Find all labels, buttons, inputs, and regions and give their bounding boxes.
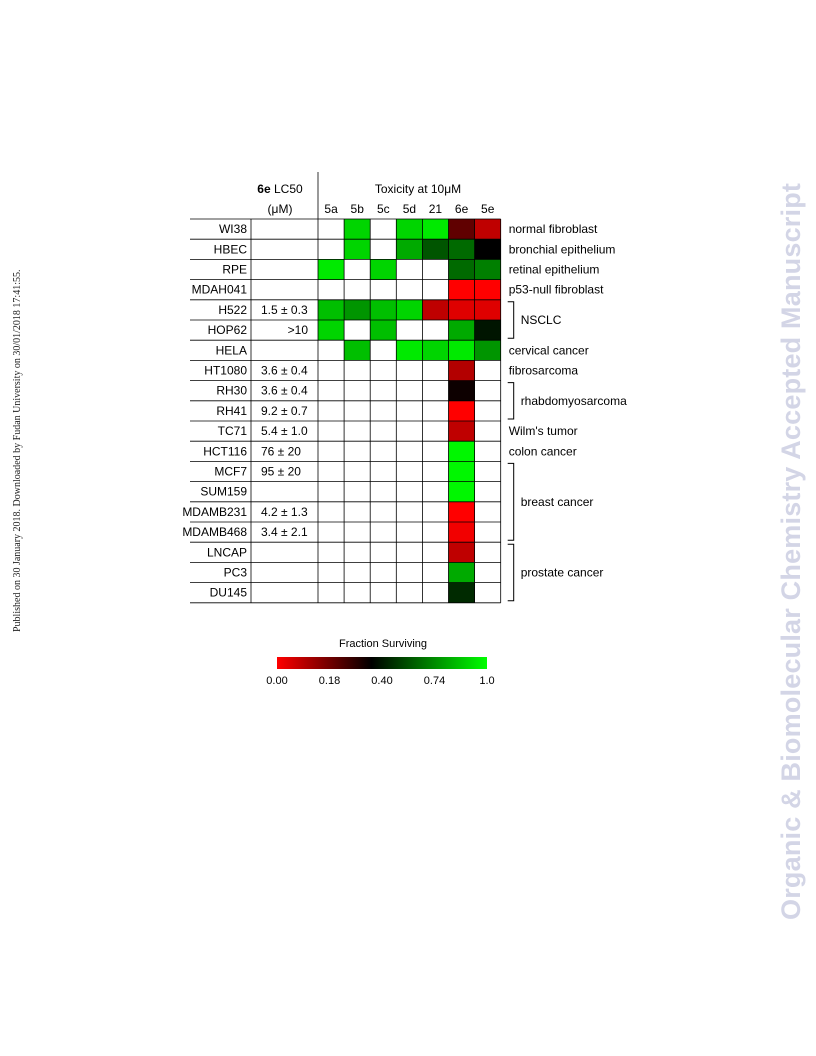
column-header-5d: 5d xyxy=(402,202,417,216)
group-label-retinal-epithelium: retinal epithelium xyxy=(508,262,600,277)
lc50-value-rh30: 3.6 ± 0.4 xyxy=(261,383,308,398)
heatmap-cell-tc71-6e xyxy=(449,421,475,441)
heatmap-cell-rpe-5c xyxy=(370,259,396,279)
heatmap-cell-hop62-5a xyxy=(318,320,344,340)
lc50-header xyxy=(257,182,303,196)
group-bracket-prostate-cancer xyxy=(508,544,514,601)
heatmap-cell-lncap-6e xyxy=(449,542,475,562)
group-label-normal-fibroblast: normal fibroblast xyxy=(508,222,598,237)
heatmap-cell-h522-5c xyxy=(370,300,396,320)
heatmap-cell-mdah041-5e xyxy=(475,280,501,300)
row-label-ht1080: HT1080 xyxy=(204,363,247,378)
download-note-text: Published on 30 January 2018. Downloaded by Fudan University on 30/01/2018 17:41:55. xyxy=(12,269,23,632)
group-label-nsclc: NSCLC xyxy=(520,313,562,327)
row-label-tc71: TC71 xyxy=(217,424,247,439)
heatmap-cell-hbec-5d xyxy=(396,239,422,259)
lc50-value-rh41: 9.2 ± 0.7 xyxy=(261,403,308,418)
row-label-rh41: RH41 xyxy=(216,403,247,418)
row-label-lncap: LNCAP xyxy=(206,545,247,560)
lc50-unit: (μM) xyxy=(267,202,293,216)
heatmap-cell-hela-21 xyxy=(422,340,448,360)
group-label-rhabdomyosarcoma: rhabdomyosarcoma xyxy=(520,393,627,408)
row-label-wi38: WI38 xyxy=(218,222,247,237)
group-bracket-breast-cancer xyxy=(508,463,514,540)
lc50-header-compound: 6e xyxy=(257,182,271,196)
group-label-bronchial-epithelium: bronchial epithelium xyxy=(508,242,616,257)
heatmap-cell-sum159-6e xyxy=(449,482,475,502)
heatmap-cell-hela-5e xyxy=(475,340,501,360)
heatmap-cell-wi38-21 xyxy=(422,219,448,239)
row-label-rpe: RPE xyxy=(222,262,247,277)
lc50-value-tc71: 5.4 ± 1.0 xyxy=(261,424,308,439)
heatmap-cell-h522-5d xyxy=(396,300,422,320)
lc50-value-mcf7: 95 ± 20 xyxy=(261,464,301,479)
heatmap-cell-wi38-6e xyxy=(449,219,475,239)
heatmap-cell-mdamb231-6e xyxy=(449,502,475,522)
group-label-wilm-s-tumor: Wilm's tumor xyxy=(508,424,578,439)
heatmap-cell-hbec-5e xyxy=(475,239,501,259)
colorbar xyxy=(266,638,494,687)
heatmap-cell-mcf7-6e xyxy=(449,461,475,481)
colorbar-gradient xyxy=(277,657,487,669)
heatmap-cell-mdamb468-6e xyxy=(449,522,475,542)
column-header-5b: 5b xyxy=(350,202,364,216)
heatmap-cell-rpe-5e xyxy=(475,259,501,279)
heatmap-cell-pc3-6e xyxy=(449,562,475,582)
colorbar-tick-0-18: 0.18 xyxy=(318,675,341,687)
column-header-5e: 5e xyxy=(481,202,495,216)
lc50-value-hop62: >10 xyxy=(287,323,308,338)
heatmap-cell-rh30-6e xyxy=(449,381,475,401)
row-label-mcf7: MCF7 xyxy=(214,464,247,479)
lc50-value-h522: 1.5 ± 0.3 xyxy=(261,302,308,317)
heatmap-cell-hela-5d xyxy=(396,340,422,360)
colorbar-tick-0-40: 0.40 xyxy=(371,675,393,687)
row-label-mdamb231: MDAMB231 xyxy=(182,504,247,519)
heatmap-cell-hela-6e xyxy=(449,340,475,360)
heatmap-cell-ht1080-6e xyxy=(449,360,475,380)
row-label-rh30: RH30 xyxy=(216,383,247,398)
heatmap-cell-wi38-5b xyxy=(344,219,370,239)
row-label-hop62: HOP62 xyxy=(207,323,247,338)
row-label-sum159: SUM159 xyxy=(200,484,247,499)
heatmap-cell-hct116-6e xyxy=(449,441,475,461)
heatmap-cell-hop62-5e xyxy=(475,320,501,340)
row-label-pc3: PC3 xyxy=(223,565,247,580)
heatmap-cell-h522-21 xyxy=(422,300,448,320)
column-group-title: Toxicity at 10μM xyxy=(374,182,462,196)
row-label-h522: H522 xyxy=(218,302,247,317)
heatmap-cell-hbec-5b xyxy=(344,239,370,259)
group-bracket-nsclc xyxy=(508,302,514,338)
lc50-value-hct116: 76 ± 20 xyxy=(261,444,301,459)
column-header-5a: 5a xyxy=(324,202,338,216)
heatmap-cell-wi38-5d xyxy=(396,219,422,239)
heatmap-cells xyxy=(318,219,501,603)
heatmap-cell-hbec-21 xyxy=(422,239,448,259)
colorbar-tick-0-74: 0.74 xyxy=(423,675,446,687)
lc50-value-ht1080: 3.6 ± 0.4 xyxy=(261,363,308,378)
journal-watermark-text: Organic & Biomolecular Chemistry Accepted Manuscript xyxy=(776,182,806,920)
row-label-du145: DU145 xyxy=(209,585,247,600)
row-label-mdamb468: MDAMB468 xyxy=(182,525,247,540)
heatmap-cell-hop62-6e xyxy=(449,320,475,340)
group-label-breast-cancer: breast cancer xyxy=(520,494,594,509)
heatmap-cell-hela-5b xyxy=(344,340,370,360)
group-label-cervical-cancer: cervical cancer xyxy=(508,343,589,358)
colorbar-tick-0-00: 0.00 xyxy=(266,675,288,687)
heatmap-cell-du145-6e xyxy=(449,583,475,603)
group-label-fibrosarcoma: fibrosarcoma xyxy=(508,363,579,378)
group-labels xyxy=(508,222,627,601)
lc50-value-mdamb468: 3.4 ± 2.1 xyxy=(261,525,308,540)
heatmap-cell-h522-5b xyxy=(344,300,370,320)
heatmap-cell-rh41-6e xyxy=(449,401,475,421)
group-bracket-rhabdomyosarcoma xyxy=(508,383,514,419)
colorbar-title: Fraction Surviving xyxy=(338,638,428,650)
heatmap-cell-h522-5e xyxy=(475,300,501,320)
column-header-21: 21 xyxy=(428,202,443,216)
row-label-mdah041: MDAH041 xyxy=(191,282,247,297)
colorbar-tick-1-0: 1.0 xyxy=(479,675,495,687)
heatmap-cell-h522-6e xyxy=(449,300,475,320)
heatmap-cell-rpe-5a xyxy=(318,259,344,279)
group-label-colon-cancer: colon cancer xyxy=(508,444,577,459)
column-header-5c: 5c xyxy=(376,202,390,216)
heatmap-cell-rpe-6e xyxy=(449,259,475,279)
heatmap-cell-wi38-5e xyxy=(475,219,501,239)
heatmap-cell-h522-5a xyxy=(318,300,344,320)
lc50-value-mdamb231: 4.2 ± 1.3 xyxy=(261,504,308,519)
group-label-prostate-cancer: prostate cancer xyxy=(520,565,604,580)
row-label-hela: HELA xyxy=(215,343,247,358)
heatmap-cell-hop62-5c xyxy=(370,320,396,340)
row-label-hbec: HBEC xyxy=(213,242,247,257)
heatmap-cell-mdah041-6e xyxy=(449,280,475,300)
column-header-6e: 6e xyxy=(454,202,469,216)
lc50-header-label: LC50 xyxy=(270,182,303,196)
row-label-hct116: HCT116 xyxy=(203,444,247,459)
heatmap-cell-hbec-6e xyxy=(449,239,475,259)
group-label-p53-null-fibroblast: p53-null fibroblast xyxy=(508,282,604,297)
